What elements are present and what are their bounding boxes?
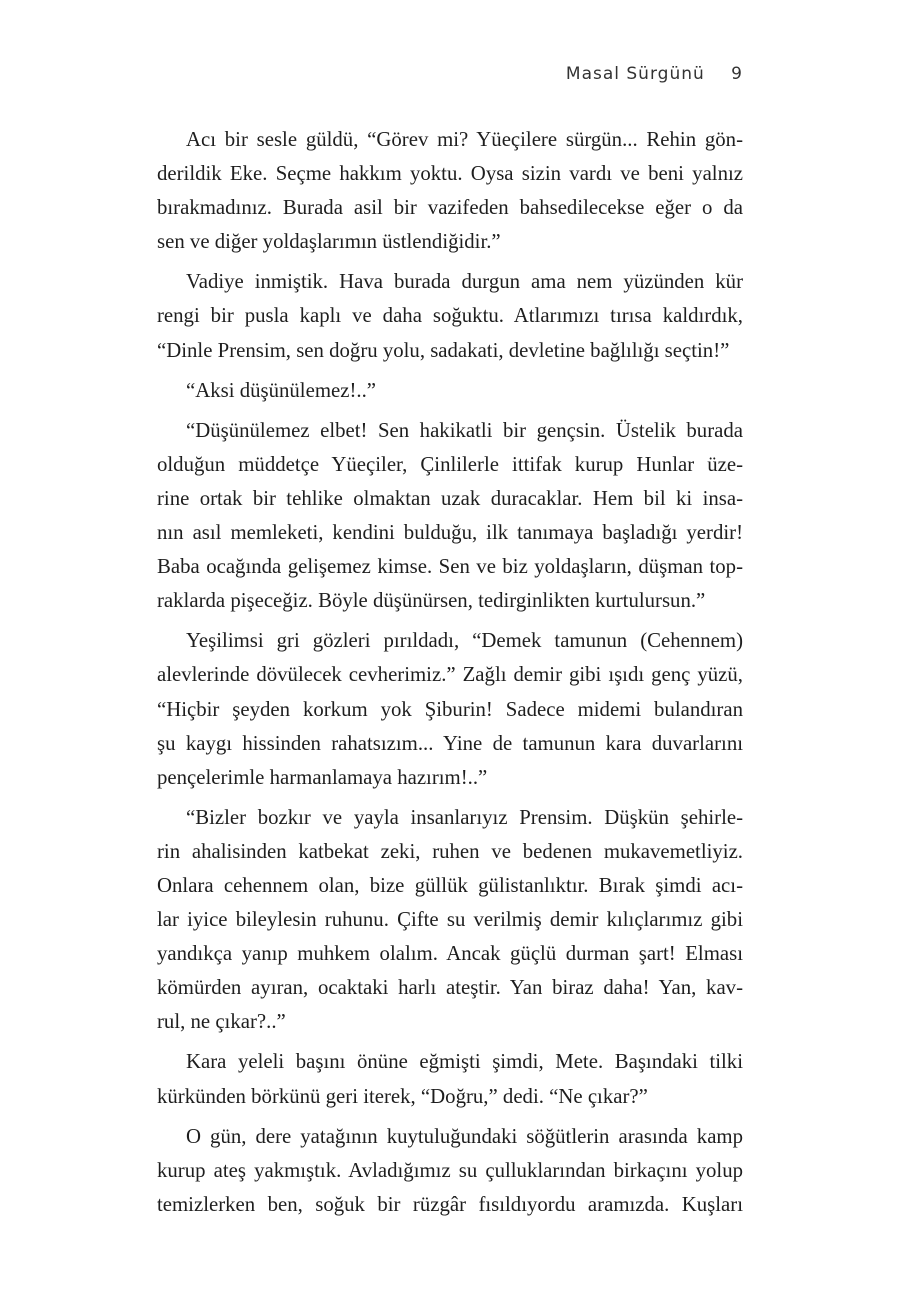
text-line: Baba ocağında gelişemez kimse. Sen ve biz yoldaşların, düşman top- [157,555,743,579]
text-line: derildik Eke. Seçme hakkım yoktu. Oysa sizin vardı ve beni yalnız [157,162,743,186]
paragraph [157,123,743,259]
text-line: O gün, dere yatağının kuytuluğundaki söğütlerin arasında kamp [186,1124,743,1148]
text-line: “Hiçbir şeyden korkum yok Şiburin! Sadece midemi bulandıran [157,697,743,721]
text-line: Onlara cehennem olan, bize güllük gülistanlıktır. Bırak şimdi acı- [157,873,743,897]
text-line: Vadiye inmiştik. Hava burada durgun ama nem yüzünden kür [186,270,743,294]
text-line: rul, ne çıkar?..” [157,1010,286,1034]
text-line: “Bizler bozkır ve yayla insanlarıyız Prensim. Düşkün şehirle- [186,805,743,829]
running-header [566,64,743,84]
text-line: Kara yeleli başını önüne eğmişti şimdi, Mete. Başındaki tilki [186,1050,743,1074]
text-line: alevlerinde dövülecek cevherimiz.” Zağlı demir gibi ışıdı genç yüzü, [157,663,743,687]
text-line: raklarda pişeceğiz. Böyle düşünürsen, tedirginlikten kurtulursun.” [157,589,706,613]
running-title: Masal Sürgünü [565,64,705,84]
text-line: bırakmadınız. Burada asil bir vazifeden bahsedilecekse eğer o da [157,196,743,220]
text-line: lar iyice bileylesin ruhunu. Çifte su verilmiş demir kılıçlarımız gibi [157,908,743,932]
page-number: 9 [731,64,743,84]
text-line: kurup ateş yakmıştık. Avladığımız su çulluklarından birkaçını yolup [157,1158,743,1182]
text-line: nın asıl memleketi, kendini bulduğu, ilk tanımaya başladığı yerdir! [157,521,743,545]
paragraph [157,801,743,1040]
text-line: “Düşünülemez elbet! Sen hakikatli bir gençsin. Üstelik burada [186,418,743,442]
paragraph [157,414,743,619]
text-line: rine ortak bir tehlike olmaktan uzak duracaklar. Hem bil ki insa- [157,486,743,510]
paragraph [157,1045,743,1113]
text-line: “Dinle Prensim, sen doğru yolu, sadakati, devletine bağlılığı seçtin!” [157,338,730,362]
body-text [157,123,743,1228]
text-line: kürkünden börkünü geri iterek, “Doğru,” dedi. “Ne çıkar?” [157,1084,648,1108]
text-line: rin ahalisinden katbekat zeki, ruhen ve bedenen mukavemetliyiz. [157,839,743,863]
text-line: pençelerimle harmanlamaya hazırım!..” [157,765,488,789]
text-line: olduğun müddetçe Yüeçiler, Çinlilerle ittifak kurup Hunlar üze- [157,452,743,476]
paragraph [157,1120,743,1222]
text-line: kömürden ayıran, ocaktaki harlı ateştir. Yan biraz daha! Yan, kav- [157,976,743,1000]
text-line: “Aksi düşünülemez!..” [186,378,377,402]
text-line: Acı bir sesle güldü, “Görev mi? Yüeçilere sürgün... Rehin gön- [186,128,743,151]
text-line: şu kaygı hissinden rahatsızım... Yine de tamunun kara duvarlarını [157,731,743,755]
paragraph [157,624,743,794]
paragraph [157,374,743,408]
text-line: sen ve diğer yoldaşlarımın üstlendiğidir.” [157,230,501,254]
text-line: yandıkça yanıp muhkem olalım. Ancak güçlü durman şart! Elması [157,942,743,966]
paragraph [157,265,743,367]
text-line: Yeşilimsi gri gözleri pırıldadı, “Demek tamunun (Cehennem) [186,629,743,653]
text-line: rengi bir pusla kaplı ve daha soğuktu. Atlarımızı tırısa kaldırdık, [157,304,743,328]
text-line: temizlerken ben, soğuk bir rüzgâr fısıldıyordu aramızda. Kuşları [157,1192,743,1216]
